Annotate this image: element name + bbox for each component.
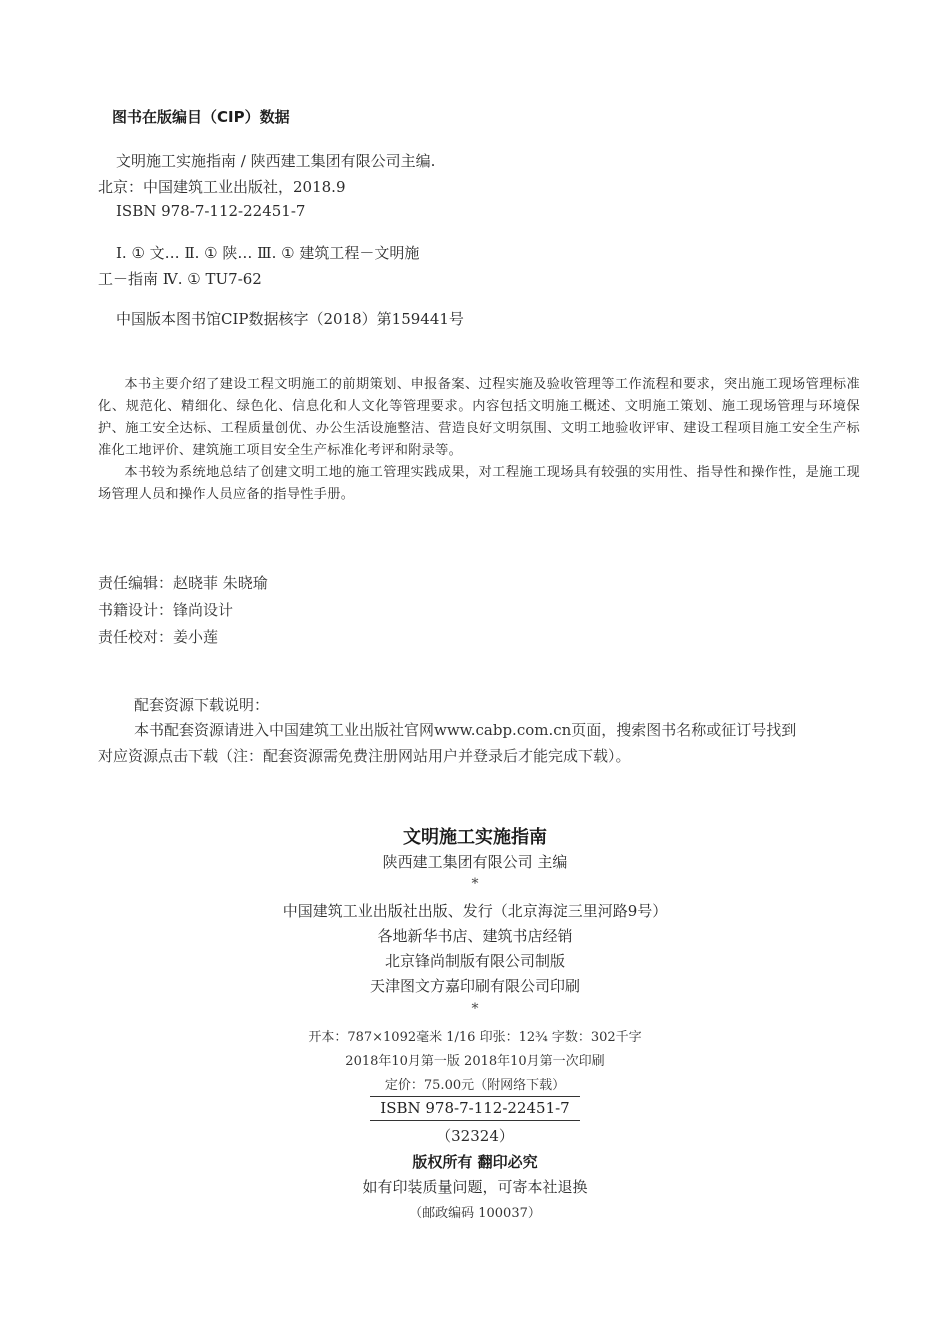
imprint-book-title: 文明施工实施指南 [403,827,547,848]
resource-note-line: 本书配套资源请进入中国建筑工业出版社官网www.cabp.com.cn页面，搜索图书名称或征订号找到 [134,721,797,739]
resource-note-heading: 配套资源下载说明： [134,696,270,714]
imprint-catalog-code: （32324） [436,1127,514,1145]
book-summary [98,374,860,506]
cip-heading: 图书在版编目（CIP）数据 [112,108,290,126]
book-designer: 书籍设计：锋尚设计 [98,601,234,619]
separator-asterisk: * [471,1001,479,1017]
imprint-printer: 天津图文方嘉印刷有限公司印刷 [369,977,580,995]
separator-asterisk: * [471,876,479,892]
cip-isbn-line: ISBN 978-7-112-22451-7 [116,202,306,220]
responsible-editor: 责任编辑：赵晓菲 朱晓瑜 [98,574,268,592]
summary-paragraph: 本书较为系统地总结了创建文明工地的施工管理实践成果，对工程施工现场具有较强的实用性、指导性和操作性，是施工现场管理人员和操作人员应备的指导性手册。 [98,465,860,502]
imprint-edition: 2018年10月第一版 2018年10月第一次印刷 [345,1054,605,1069]
cip-classification-line: Ⅰ. ① 文… Ⅱ. ① 陕… Ⅲ. ① 建筑工程－文明施 [116,244,420,262]
imprint-isbn: ISBN 978-7-112-22451-7 [370,1096,579,1121]
return-policy: 如有印装质量问题，可寄本社退换 [362,1178,588,1196]
cip-classification-line-2: 工－指南 Ⅳ. ① TU7-62 [98,270,262,288]
imprint-specs: 开本：787×1092毫米 1/16 印张：12¾ 字数：302千字 [308,1030,642,1045]
proofreader: 责任校对：姜小莲 [98,628,219,646]
summary-paragraph: 本书主要介绍了建设工程文明施工的前期策划、申报备案、过程实施及验收管理等工作流程和要求，突出施工现场管理标准化、规范化、精细化、绿色化、信息化和人文化等管理要求。内容包括文明施工概述、文明施工策划、施工现场管理与环境保护、施工安全达标、工程质量创优、办公生活设施整洁、营造良好文明氛围、文明工地验收评审、建设工程项目施工安全生产标准化工地评价、建筑施工项目安全生产标准化考评和附录等。 [98,377,860,458]
cip-publisher-line: 北京：中国建筑工业出版社，2018.9 [98,178,346,196]
postal-code: （邮政编码 100037） [409,1206,541,1221]
imprint-price: 定价：75.00元（附网络下载） [384,1078,566,1093]
imprint-editor: 陕西建工集团有限公司 主编 [382,853,568,871]
imprint-distributor: 各地新华书店、建筑书店经销 [377,927,573,945]
imprint-plate-maker: 北京锋尚制版有限公司制版 [384,952,565,970]
imprint-publisher: 中国建筑工业出版社出版、发行（北京海淀三里河路9号） [282,902,668,920]
copyright-notice: 版权所有 翻印必究 [412,1153,538,1171]
imprint-isbn-wrapper [0,1096,950,1121]
cip-title-line: 文明施工实施指南 / 陕西建工集团有限公司主编. [116,152,436,170]
resource-note-line: 对应资源点击下载（注：配套资源需免费注册网站用户并登录后才能完成下载）。 [98,747,631,765]
cip-record-number: 中国版本图书馆CIP数据核字（2018）第159441号 [116,310,464,328]
